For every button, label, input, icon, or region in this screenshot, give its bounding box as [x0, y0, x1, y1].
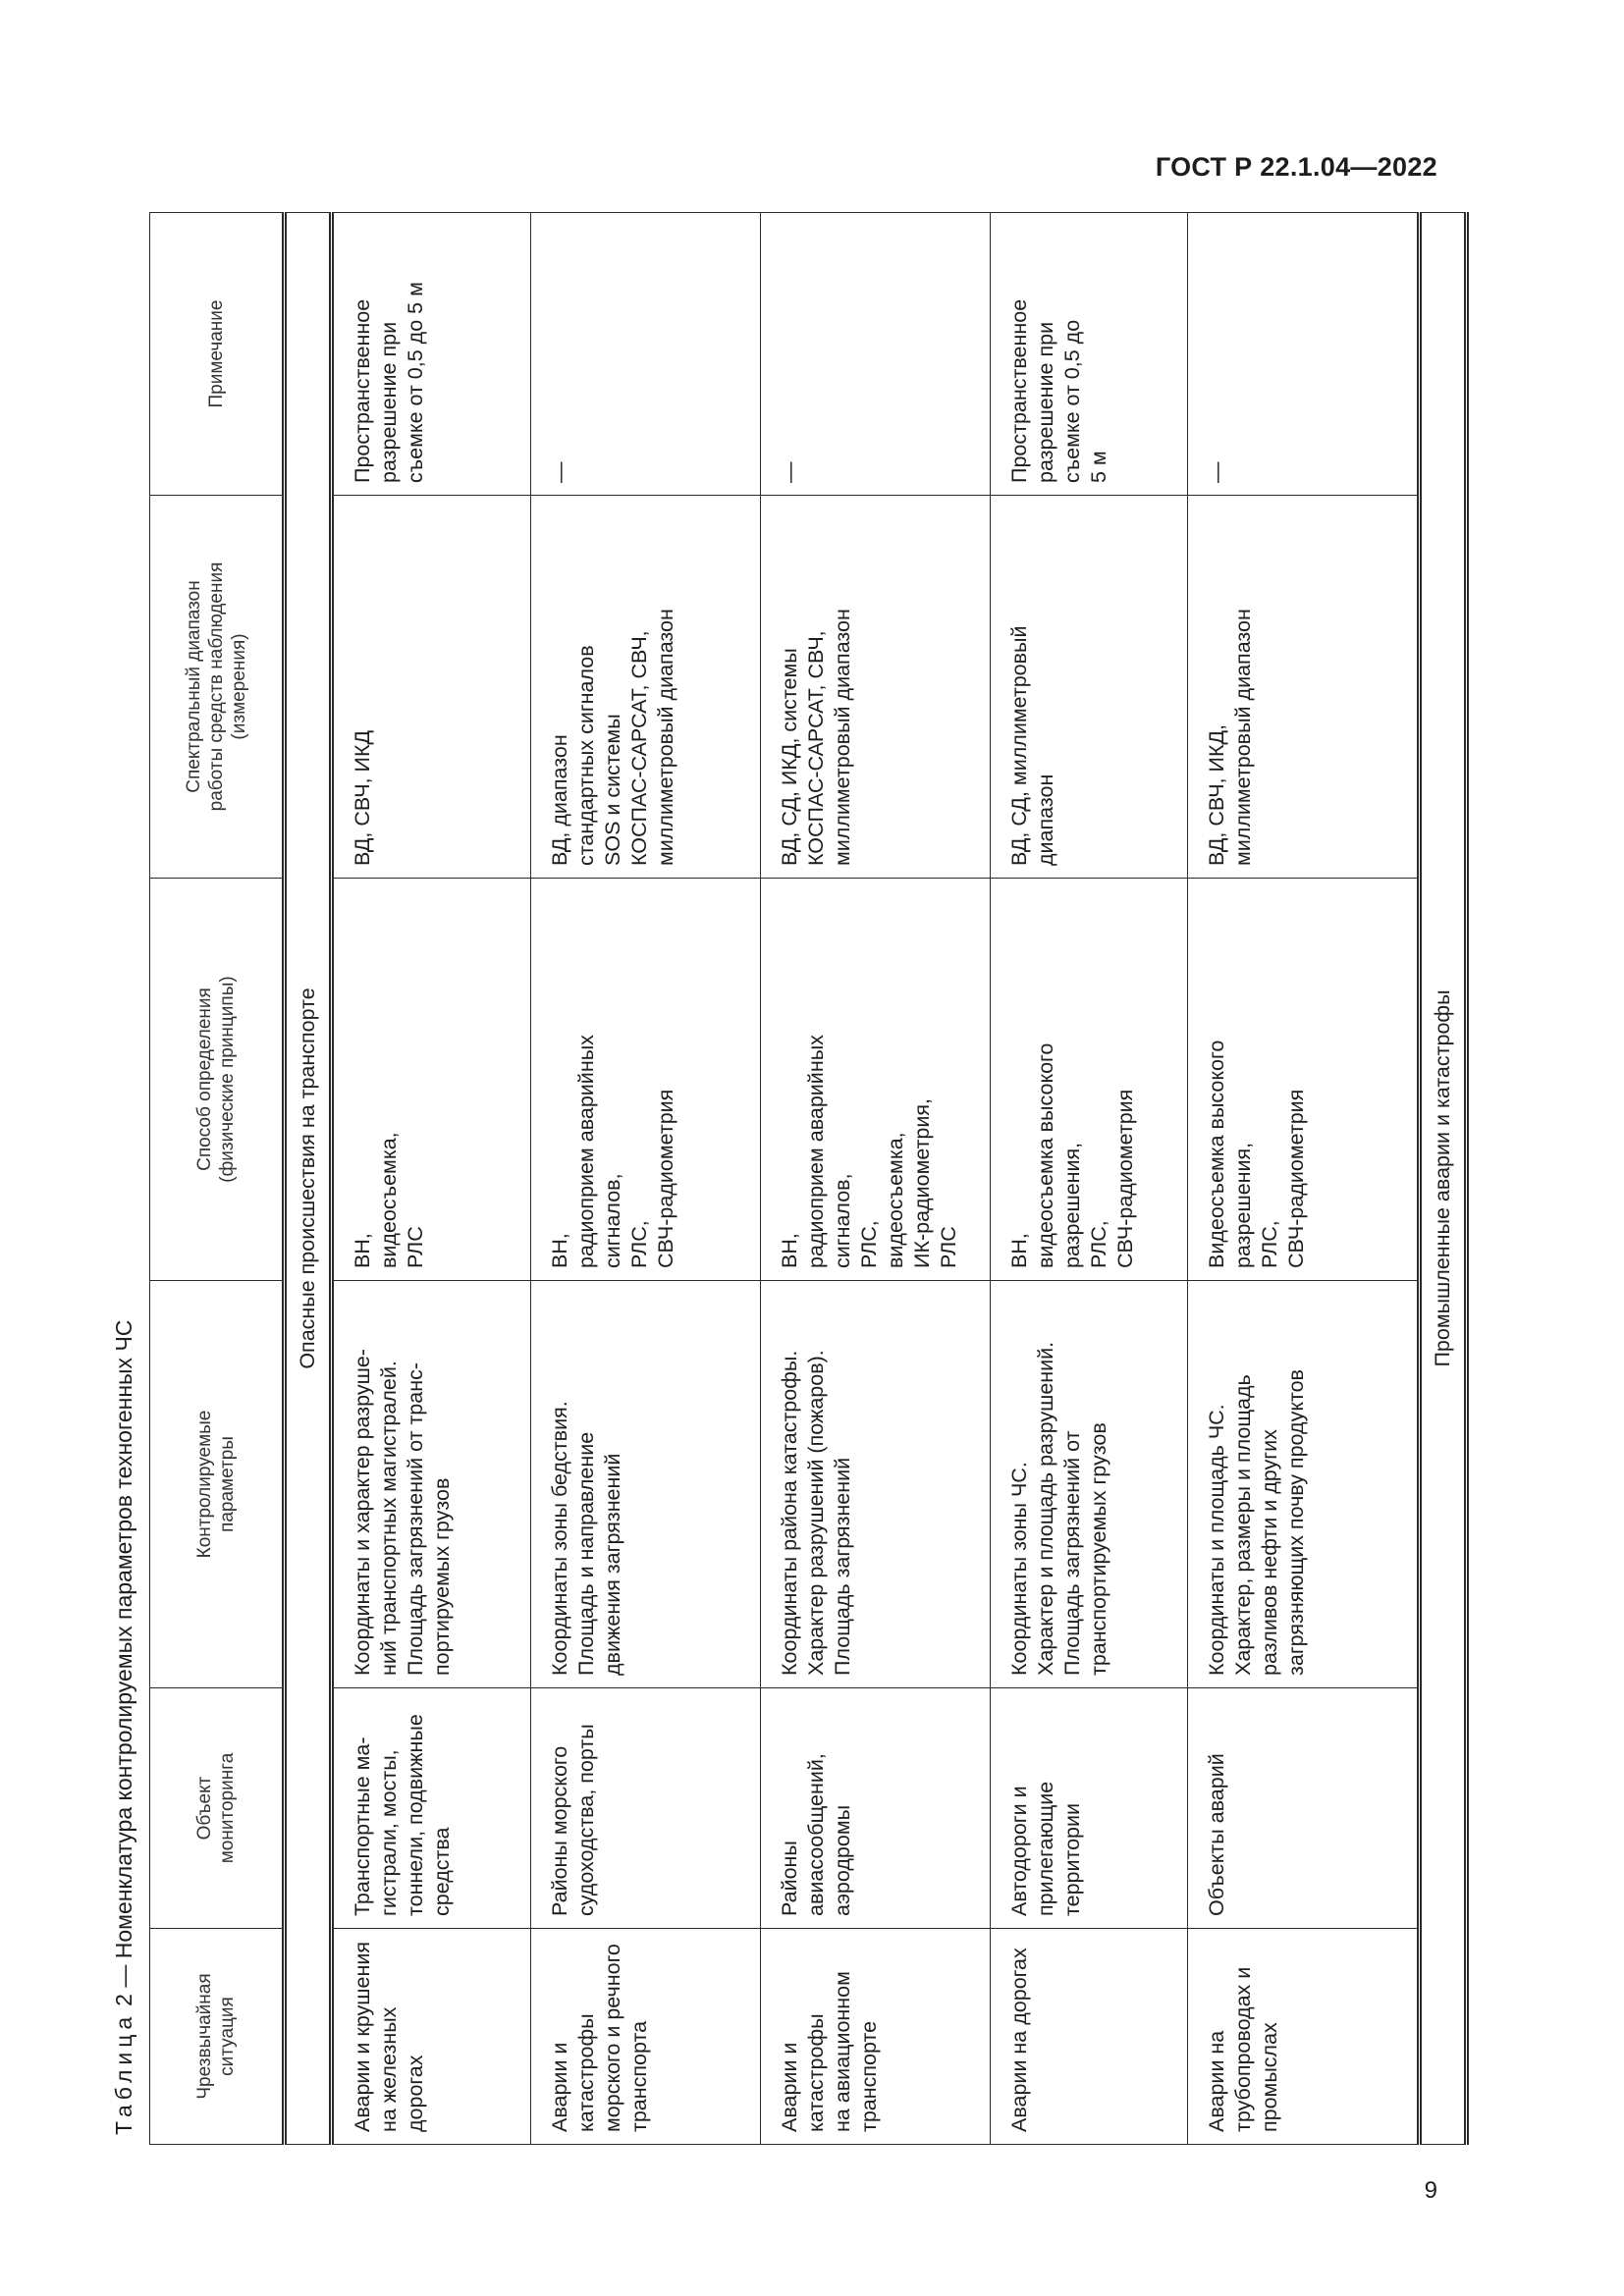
- cell-spectrum: ВД, СД, ИКД, системы КОСПАС-САРСАТ, СВЧ, миллиметровый диапазон: [761, 496, 991, 879]
- rotated-table-area: [98, 211, 1473, 2145]
- document-code: ГОСТ Р 22.1.04—2022: [1155, 152, 1437, 182]
- cell-object: Районы авиасообщений, аэродромы: [761, 1688, 991, 1929]
- column-header-parameters: Контролируемые параметры: [150, 1281, 285, 1688]
- cell-situation: Аварии и крушения на железных дорогах: [332, 1929, 531, 2145]
- cell-method: ВН, видеосъемка высокого разрешения, РЛС, СВЧ-радиометрия: [991, 879, 1188, 1281]
- cell-note: Пространственное разрешение при съемке от 0,5 до 5 м: [332, 213, 531, 496]
- cell-situation: Аварии и катастрофы морского и речного транспорта: [531, 1929, 761, 2145]
- table-caption-word: Таблица: [110, 2011, 136, 2135]
- cell-note: Пространственное разрешение при съемке от 0,5 до 5 м: [991, 213, 1188, 496]
- cell-object: Автодороги и прилегающие территории: [991, 1688, 1188, 1929]
- section-row-transport: [285, 213, 332, 2145]
- table-row: [531, 213, 761, 2145]
- table-caption: [98, 211, 149, 2145]
- cell-note: —: [761, 213, 991, 496]
- cell-object: Районы морского судоходства, порты: [531, 1688, 761, 1929]
- cell-method: ВН, видеосъемка, РЛС: [332, 879, 531, 1281]
- cell-method: ВН, радиоприем аварийных сигналов, РЛС, СВЧ-радиометрия: [531, 879, 761, 1281]
- section-title: Промышленные аварии и катастрофы: [1420, 213, 1467, 2145]
- cell-note: —: [1188, 213, 1420, 496]
- cell-spectrum: ВД, диапазон стандартных сигналов SOS и системы КОСПАС-САРСАТ, СВЧ, миллиметровый диапазон: [531, 496, 761, 879]
- table-row: [761, 213, 991, 2145]
- cell-spectrum: ВД, СВЧ, ИКД: [332, 496, 531, 879]
- cell-params: Координаты и характер разруше- ний транспортных магистралей. Площадь загрязнений от транс- портируемых грузов: [332, 1281, 531, 1688]
- cell-object: Объекты аварий: [1188, 1688, 1420, 1929]
- cell-object: Транспортные ма- гистрали, мосты, тоннели, подвижные средства: [332, 1688, 531, 1929]
- cell-params: Координаты и площадь ЧС. Характер, размеры и площадь разливов нефти и других загрязняющих почву продуктов: [1188, 1281, 1420, 1688]
- column-header-spectrum: Спектральный диапазон работы средств наблюдения (измерения): [150, 496, 285, 879]
- section-row-industrial: [1420, 213, 1467, 2145]
- cell-method: ВН, радиоприем аварийных сигналов, РЛС, видеосъемка, ИК-радиометрия, РЛС: [761, 879, 991, 1281]
- cell-situation: Аварии на трубопроводах и промыслах: [1188, 1929, 1420, 2145]
- landscape-content: [98, 211, 1473, 2145]
- table-row: [1188, 213, 1420, 2145]
- column-header-method: Способ определения (физические принципы): [150, 879, 285, 1281]
- column-header-note: Примечание: [150, 213, 285, 496]
- table-row: [991, 213, 1188, 2145]
- cell-spectrum: ВД, СВЧ, ИКД, миллиметровый диапазон: [1188, 496, 1420, 879]
- cell-params: Координаты района катастрофы. Характер разрушений (пожаров). Площадь загрязнений: [761, 1281, 991, 1688]
- parameters-table: [149, 212, 1469, 2145]
- column-header-situation: Чрезвычайная ситуация: [150, 1929, 285, 2145]
- table-caption-text: 2 — Номенклатура контролируемых параметров техногенных ЧС: [110, 1319, 136, 2006]
- table-header-row: [150, 213, 285, 2145]
- cell-spectrum: ВД, СД, миллиметровый диапазон: [991, 496, 1188, 879]
- section-title: Опасные происшествия на транспорте: [285, 213, 332, 2145]
- page-number: 9: [1424, 2177, 1437, 2204]
- cell-method: Видеосъемка высокого разрешения, РЛС, СВЧ-радиометрия: [1188, 879, 1420, 1281]
- cell-note: —: [531, 213, 761, 496]
- cell-situation: Аварии на дорогах: [991, 1929, 1188, 2145]
- cell-params: Координаты зоны ЧС. Характер и площадь разрушений. Площадь загрязнений от транспортируемых грузов: [991, 1281, 1188, 1688]
- cell-params: Координаты зоны бедствия. Площадь и направление движения загрязнений: [531, 1281, 761, 1688]
- column-header-object: Объект мониторинга: [150, 1688, 285, 1929]
- cell-situation: Аварии и катастрофы на авиационном транспорте: [761, 1929, 991, 2145]
- table-row: [332, 213, 531, 2145]
